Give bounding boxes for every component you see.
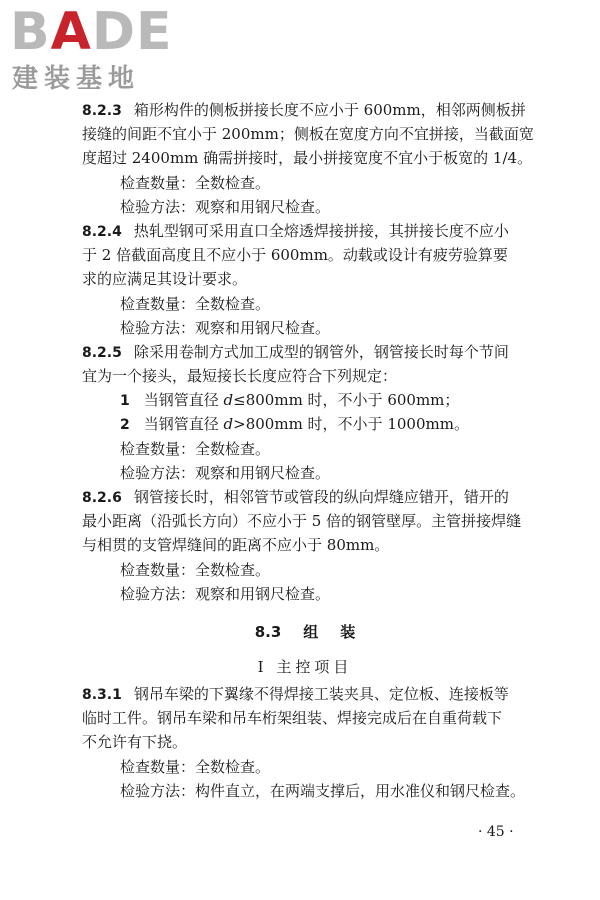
clause-text: 钢吊车梁的下翼缘不得焊接工装夹具、定位板、连接板等 (133, 684, 509, 703)
section-number: 8.3 (254, 622, 282, 641)
clause-number: 8.2.4 (82, 223, 122, 240)
section-title (82, 612, 528, 652)
clause-8-2-5-line-2: 宜为一个接头，最短接长长度应符合下列规定： (82, 367, 398, 386)
clause-8-2-3-check-quantity: 检查数量：全数检查。 (120, 173, 271, 192)
item-text-pre: 当钢管直径 (143, 391, 224, 410)
clause-8-3-1-line-2: 临时工件。钢吊车梁和吊车桁架组装、焊接完成后在自重荷载下 (82, 709, 503, 728)
item-text-pre: 当钢管直径 (143, 415, 224, 434)
clause-8-2-3-line-3: 度超过 2400mm 确需拼接时，最小拼接宽度不宜小于板宽的 1/4。 (82, 149, 533, 168)
logo-latin-prefix: B (10, 2, 51, 62)
item-number: 1 (120, 393, 130, 410)
item-text-post: >800mm 时，不小于 1000mm。 (233, 415, 469, 434)
subsection-title: Ⅰ 主控项目 (257, 657, 353, 676)
clause-8-2-5-line-1 (82, 340, 528, 364)
clause-8-2-3-line-1 (82, 98, 528, 122)
clause-8-2-6-check-method: 检验方法：观察和用钢尺检查。 (120, 584, 331, 603)
item-variable: d (223, 415, 234, 434)
bade-logo (10, 2, 180, 96)
clause-number: 8.2.6 (82, 490, 122, 506)
clause-number: 8.2.5 (82, 344, 122, 361)
clause-text: 除采用卷制方式加工成型的钢管外，钢管接长时每个节间 (133, 342, 509, 361)
clause-8-2-6-check-quantity: 检查数量：全数检查。 (120, 560, 271, 579)
clause-8-3-1-check-method: 检验方法：构件直立，在两端支撑后，用水准仪和钢尺检查。 (120, 781, 526, 800)
logo-latin-accent: A (50, 2, 92, 62)
clause-8-3-1-check-quantity: 检查数量：全数检查。 (120, 757, 271, 776)
clause-8-2-4-line-2: 于 2 倍截面高度且不应小于 600mm。动载或设计有疲劳验算要 (82, 246, 508, 265)
clause-8-2-5-check-quantity: 检查数量：全数检查。 (120, 439, 271, 458)
clause-8-2-5-item-2 (82, 412, 528, 436)
clause-8-2-5-item-1 (82, 388, 528, 412)
section-title-char-2: 装 (340, 622, 356, 641)
clause-8-2-5-check-method: 检验方法：观察和用钢尺检查。 (120, 463, 331, 482)
clause-8-2-6-line-1 (82, 485, 528, 509)
clause-8-2-3-line-2: 接缝的间距不宜小于 200mm；侧板在宽度方向不宜拼接，当截面宽 (82, 125, 534, 144)
logo-chinese-text: 建装基地 (12, 64, 141, 94)
clause-8-2-4-line-1 (82, 219, 528, 243)
section-title-char-1: 组 (303, 622, 319, 641)
item-text-post: ≤800mm 时，不小于 600mm； (233, 391, 460, 410)
clause-8-3-1-line-3: 不允许有下挠。 (82, 733, 188, 752)
clause-number: 8.2.3 (82, 103, 122, 119)
clause-8-2-6-line-2: 最小距离（沿弧长方向）不应小于 5 倍的钢管壁厚。主管拼接焊缝 (82, 512, 522, 531)
clause-text: 热轧型钢可采用直口全熔透焊接拼接，其拼接长度不应小 (133, 221, 509, 240)
page-number: · 45 · (478, 824, 514, 840)
clause-text: 箱形构件的侧板拼接长度不应小于 600mm，相邻两侧板拼 (133, 101, 526, 119)
logo-latin-text (10, 2, 173, 62)
clause-text: 钢管接长时，相邻管节或管段的纵向焊缝应错开，错开的 (133, 488, 509, 506)
clause-8-2-4-check-method: 检验方法：观察和用钢尺检查。 (120, 318, 331, 337)
logo-latin-suffix: DE (91, 2, 173, 62)
clause-number: 8.3.1 (82, 686, 122, 703)
page-content (82, 98, 534, 803)
clause-8-2-3-check-method: 检验方法：观察和用钢尺检查。 (120, 197, 331, 216)
item-variable: d (223, 391, 234, 410)
clause-8-2-4-check-quantity: 检查数量：全数检查。 (120, 294, 271, 313)
clause-8-3-1-line-1 (82, 682, 528, 706)
item-number: 2 (120, 417, 130, 434)
clause-8-2-4-line-3: 求的应满足其设计要求。 (82, 270, 248, 289)
clause-8-2-6-line-3: 与相贯的支管焊缝间的距离不应小于 80mm。 (82, 536, 390, 555)
